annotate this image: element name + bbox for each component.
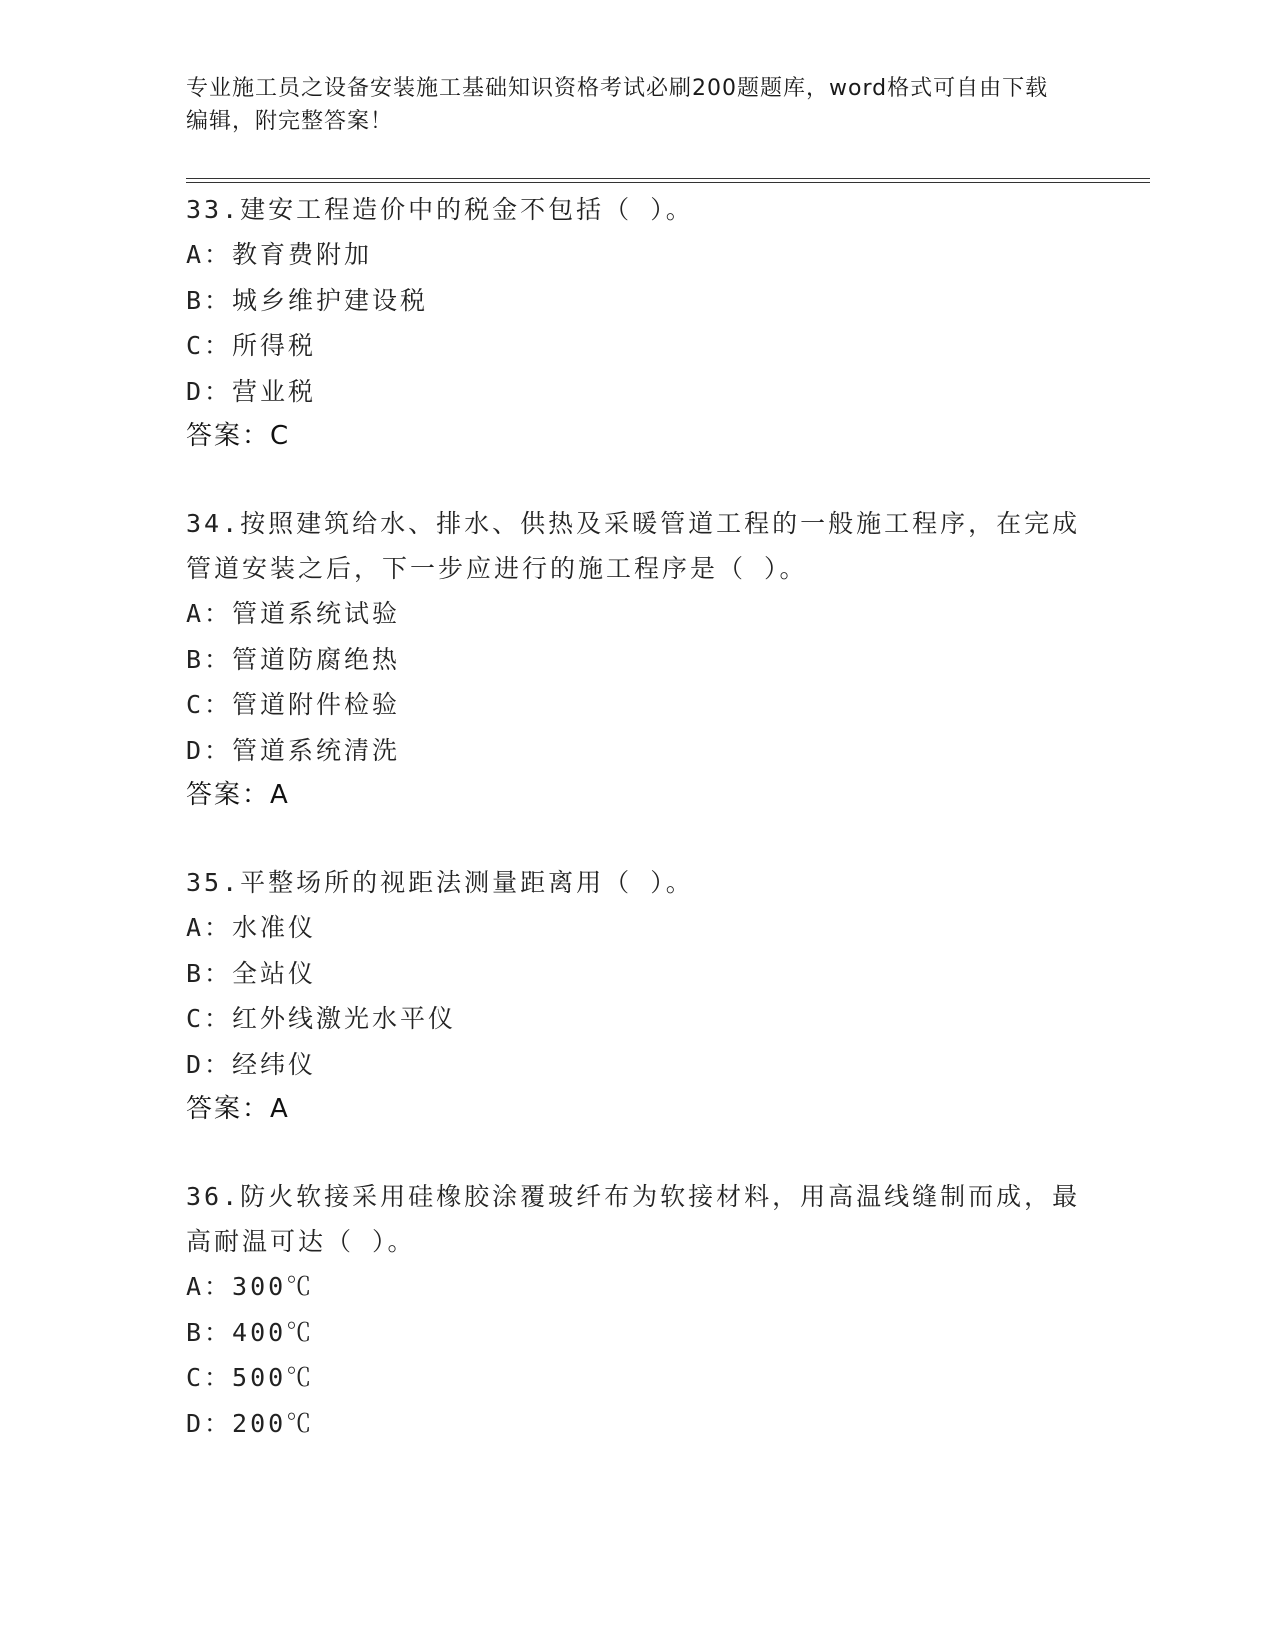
option-a: A：水准仪 — [186, 913, 317, 942]
option-c: C：红外线激光水平仪 — [186, 1004, 457, 1033]
question-stem: 33.建安工程造价中的税金不包括（ ）。 — [186, 195, 694, 224]
answer: 答案：A — [186, 780, 290, 810]
option-c: C：所得税 — [186, 331, 317, 360]
option-b: B：城乡维护建设税 — [186, 285, 429, 315]
question-36 — [186, 1174, 1086, 1446]
question-35 — [186, 860, 1086, 1132]
question-34 — [186, 501, 1086, 818]
answer: 答案：C — [186, 421, 291, 451]
answer: 答案：A — [186, 1094, 290, 1124]
option-a: A：管道系统试验 — [186, 599, 401, 628]
option-d: D：200℃ — [186, 1408, 315, 1438]
option-d: D：经纬仪 — [186, 1049, 317, 1079]
option-d: D：管道系统清洗 — [186, 735, 401, 765]
option-c: C：管道附件检验 — [186, 690, 401, 719]
question-stem: 35.平整场所的视距法测量距离用（ ）。 — [186, 868, 694, 897]
header-divider-top — [186, 178, 1150, 179]
option-a: A：300℃ — [186, 1272, 315, 1301]
header-divider-bottom — [186, 182, 1150, 183]
option-a: A：教育费附加 — [186, 240, 373, 269]
option-c: C：500℃ — [186, 1363, 315, 1392]
option-d: D：营业税 — [186, 376, 317, 406]
question-stem: 34.按照建筑给水、排水、供热及采暖管道工程的一般施工程序，在完成管道安装之后，下一步应进行的施工程序是（ ）。 — [186, 509, 1081, 583]
option-b: B：管道防腐绝热 — [186, 644, 401, 674]
option-b: B：400℃ — [186, 1317, 315, 1347]
question-list — [186, 187, 1086, 1488]
question-33 — [186, 187, 1086, 459]
option-b: B：全站仪 — [186, 958, 317, 988]
question-stem: 36.防火软接采用硅橡胶涂覆玻纤布为软接材料，用高温线缝制而成，最高耐温可达（ ）。 — [186, 1182, 1081, 1256]
document-header: 专业施工员之设备安装施工基础知识资格考试必刷200题题库，word格式可自由下载编辑，附完整答案！ — [186, 76, 1049, 134]
